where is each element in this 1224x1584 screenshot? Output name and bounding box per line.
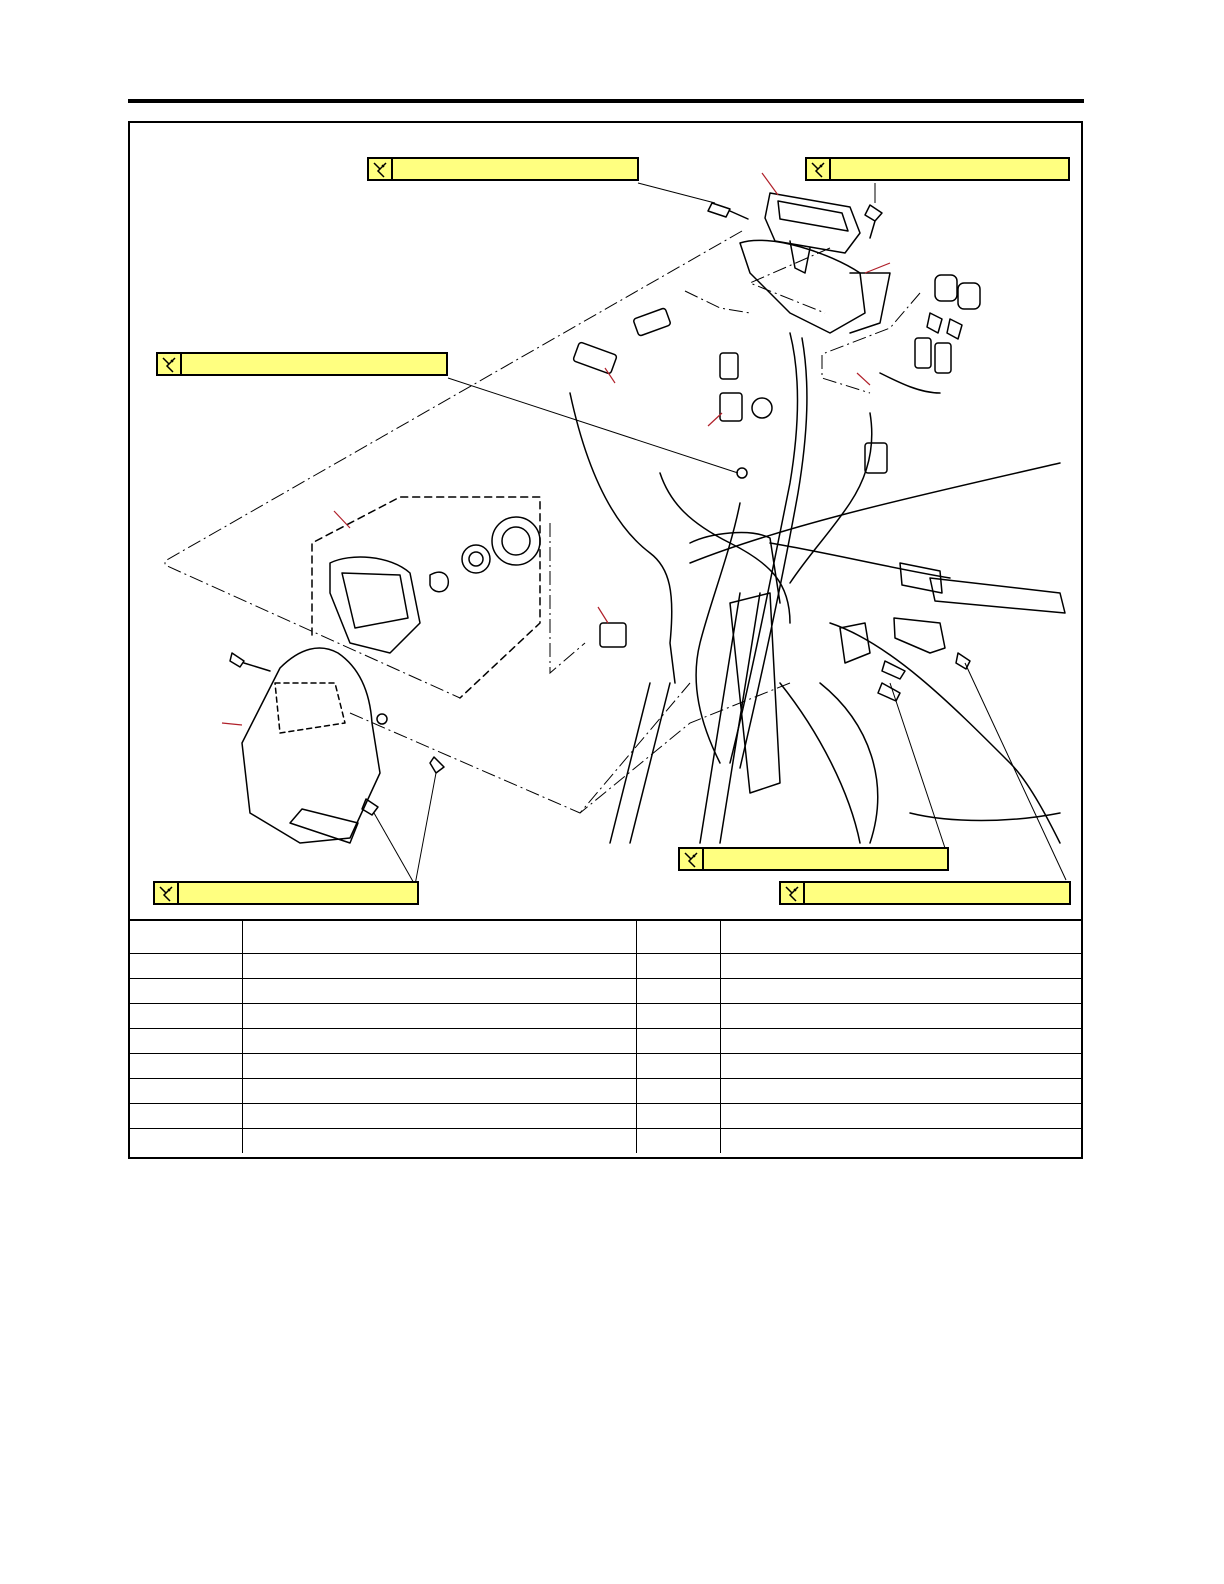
parts-table	[130, 919, 1081, 1153]
cell-qty	[636, 1079, 720, 1104]
cell-order	[130, 1129, 242, 1154]
leader-headlight-cover-b	[415, 773, 436, 885]
assembly-line-3	[685, 291, 750, 313]
cell-remarks	[720, 1129, 1081, 1154]
headlight-lens	[330, 557, 420, 653]
signal-wire	[880, 373, 940, 393]
cell-qty	[636, 979, 720, 1004]
cell-remarks	[720, 1054, 1081, 1079]
radiator-outline	[820, 683, 878, 843]
callout-leader-connector-f	[598, 607, 608, 623]
leader-lever-holder	[965, 663, 1066, 880]
bulb-small-right	[947, 319, 962, 339]
meter-stay	[850, 273, 890, 333]
header-job	[242, 920, 636, 954]
fuel-tank-outline	[570, 393, 675, 683]
torque-wrench-icon	[680, 848, 704, 870]
cover-bolt-left-shape	[230, 653, 270, 671]
connector-i	[915, 338, 931, 368]
table-row	[130, 1079, 1081, 1104]
cell-remarks	[720, 1079, 1081, 1104]
cover-collar	[377, 714, 387, 724]
callout-leader-bracket	[865, 263, 890, 273]
cell-qty	[636, 1029, 720, 1054]
table-header-row	[130, 920, 1081, 954]
torque-label-meter-bolt-right	[805, 157, 1070, 181]
torque-label-headlight-cover	[153, 881, 419, 905]
table-row	[130, 1129, 1081, 1154]
bulb-small-left	[927, 313, 942, 333]
headlight-bulb	[430, 572, 448, 592]
callout-leader-headlight	[334, 511, 350, 528]
callout-leader-cover	[222, 723, 242, 725]
connector-f	[600, 623, 626, 647]
cell-qty	[636, 1004, 720, 1029]
cell-order	[130, 1029, 242, 1054]
connector-g	[935, 275, 957, 301]
leader-nut-left	[448, 378, 738, 473]
headlight-lens-inner	[342, 573, 408, 628]
fork-tube-outline	[690, 533, 780, 603]
grommet	[752, 398, 772, 418]
leader-bracket-bolt	[890, 683, 945, 848]
callout-leader-connector-a	[605, 368, 615, 383]
cell-order	[130, 1104, 242, 1129]
callout-leader-connector-e	[857, 373, 870, 385]
table-row	[130, 1104, 1081, 1129]
headlight-cover-body	[242, 648, 380, 843]
assembly-line-7	[350, 683, 690, 813]
lever-holder-bolt	[956, 653, 970, 669]
headlight-cover-window	[275, 683, 345, 733]
connector-a	[573, 342, 617, 374]
cell-qty	[636, 954, 720, 979]
cell-remarks	[720, 954, 1081, 979]
cell-job	[242, 979, 636, 1004]
connector-h	[958, 283, 980, 309]
headlight-cover-cap	[492, 517, 540, 565]
assembly-line-1	[165, 231, 742, 698]
table-row	[130, 979, 1081, 1004]
cell-remarks	[720, 1104, 1081, 1129]
torque-wrench-icon	[155, 882, 179, 904]
table-row	[130, 1054, 1081, 1079]
bulb-socket	[462, 545, 490, 573]
connector-b	[633, 308, 671, 337]
assembly-line-4	[825, 293, 920, 353]
header-order	[130, 920, 242, 954]
header-rule	[128, 99, 1084, 103]
cell-order	[130, 1004, 242, 1029]
connector-e	[865, 443, 887, 473]
table-row	[130, 954, 1081, 979]
cover-bolt-right-shape	[430, 757, 444, 773]
assembly-line-5	[822, 355, 870, 393]
frame-right-outline	[690, 463, 1060, 563]
lever-holder	[894, 618, 945, 653]
torque-label-lever-holder	[779, 881, 1071, 905]
headlight-group-outline	[312, 497, 540, 698]
cell-order	[130, 1079, 242, 1104]
cell-job	[242, 1129, 636, 1154]
cable-right	[790, 413, 872, 583]
cell-job	[242, 954, 636, 979]
assembly-line-2	[750, 248, 830, 313]
frame-downtube	[780, 683, 860, 843]
exploded-view-diagram	[130, 123, 1081, 919]
cell-order	[130, 954, 242, 979]
torque-wrench-icon	[158, 353, 182, 375]
header-remarks	[720, 920, 1081, 954]
table-row	[130, 1004, 1081, 1029]
callout-leader-meter	[762, 173, 778, 195]
handlebar-grip	[930, 578, 1065, 613]
table-row	[130, 1029, 1081, 1054]
headlight-cover-cap-inner	[502, 527, 530, 555]
front-fork-left	[610, 683, 670, 843]
cell-qty	[636, 1054, 720, 1079]
meter-bolt-left-shape	[708, 203, 748, 219]
cell-qty	[636, 1129, 720, 1154]
connector-d	[720, 393, 742, 421]
bracket-bolt-lower	[878, 683, 900, 701]
torque-wrench-icon	[807, 158, 831, 180]
assembly-line-8	[580, 683, 790, 813]
cell-order	[130, 1054, 242, 1079]
bulb-socket-inner	[469, 552, 483, 566]
meter-bolt-right-shape	[865, 205, 882, 238]
cell-remarks	[720, 1004, 1081, 1029]
cell-job	[242, 1054, 636, 1079]
cell-job	[242, 1079, 636, 1104]
torque-label-meter-bolt-left	[367, 157, 639, 181]
assembly-line-6	[550, 523, 585, 673]
torque-wrench-icon	[369, 158, 393, 180]
cell-order	[130, 979, 242, 1004]
cell-job	[242, 1104, 636, 1129]
header-qty	[636, 920, 720, 954]
cell-remarks	[720, 979, 1081, 1004]
cell-remarks	[720, 1029, 1081, 1054]
cell-qty	[636, 1104, 720, 1129]
leader-headlight-cover-a	[374, 813, 415, 885]
connector-j	[935, 343, 951, 373]
cell-job	[242, 1004, 636, 1029]
torque-wrench-icon	[781, 882, 805, 904]
leader-meter-bolt-left	[638, 183, 715, 203]
exploded-view-frame	[128, 121, 1083, 1159]
nut-small	[737, 468, 747, 478]
torque-label-nut-left	[156, 352, 448, 376]
torque-label-bracket-bolt	[678, 847, 949, 871]
connector-c	[720, 353, 738, 379]
cell-job	[242, 1029, 636, 1054]
